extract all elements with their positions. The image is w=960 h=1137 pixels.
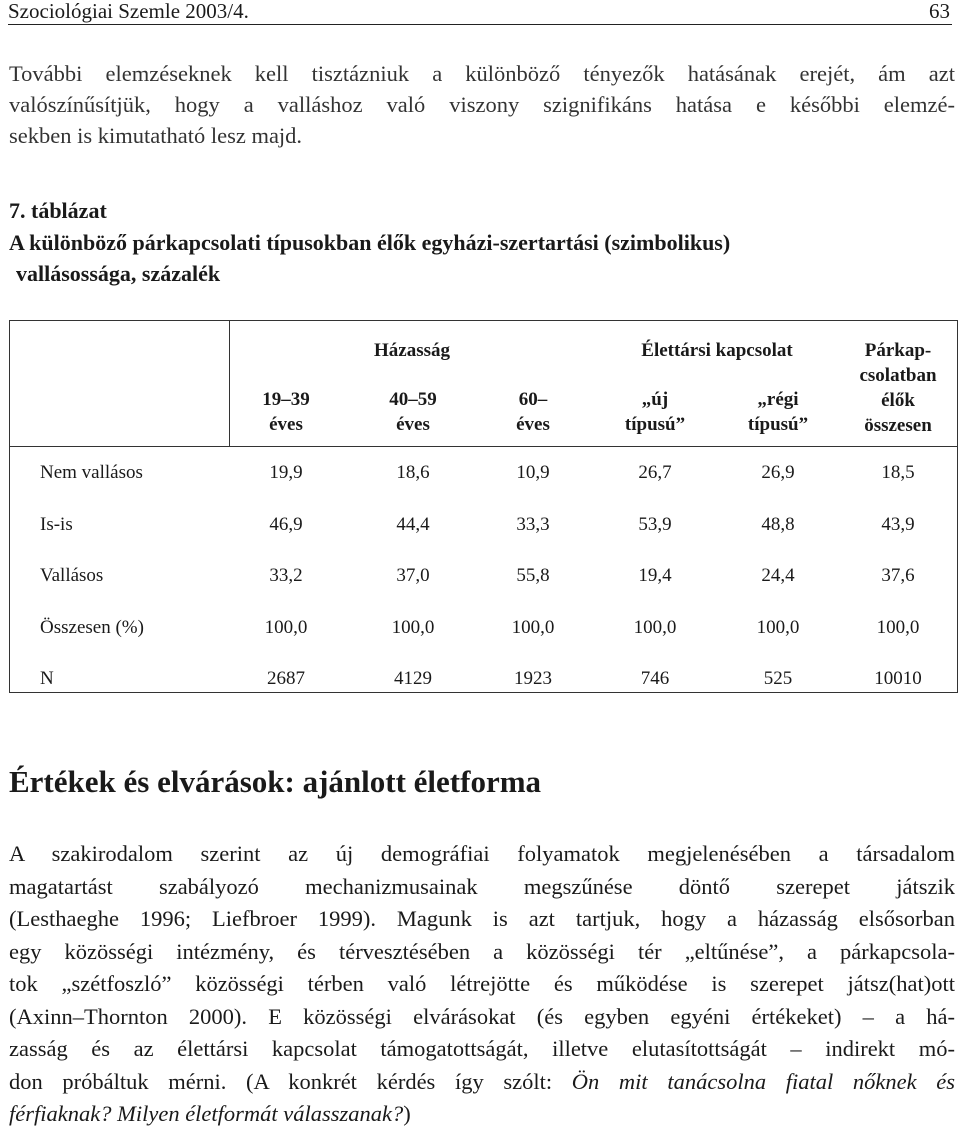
journal-title: Szociológiai Szemle 2003/4. (8, 0, 249, 23)
intro-line: További elemzéseknek kell tisztázniuk a különböző tényezők hatásának erejét, ám azt (9, 61, 955, 86)
table-cell: 1923 (514, 668, 552, 689)
body-line: don próbáltuk mérni. (A konkrét kérdés így szólt: Ön mit tanácsolna fiatal nőknek és (9, 1068, 956, 1094)
table-cell: 37,6 (881, 565, 915, 586)
row-label: Összesen (%) (40, 616, 144, 638)
table-cell: 26,7 (638, 462, 672, 483)
table-cell: 33,3 (516, 513, 550, 535)
body-line: tok „szétfoszló” közösségi térben való létrejötte és működése is szerepet játsz(hat)ott (9, 971, 955, 996)
table-cell: 100,0 (876, 616, 920, 638)
intro-line: sekben is kimutatható lesz majd. (9, 123, 303, 148)
body-line: zasság és az élettársi kapcsolat támogatottságát, illetve elutasítottságát – indirekt mó- (9, 1036, 955, 1061)
body-line: egy közösségi intézmény, és térvesztésében a közösségi tér „eltűnése”, a párkapcsola- (9, 938, 955, 964)
body-line: (Lesthaeghe 1996; Liefbroer 1999). Magunk is azt tartjuk, hogy a házasság elsősorban (9, 906, 955, 931)
page-number: 63 (929, 0, 950, 23)
row-label: N (40, 668, 54, 689)
table-cell: 18,5 (881, 462, 915, 483)
table-cell: 44,4 (396, 513, 430, 535)
col-header-uj-tipusu: „új típusú” (624, 389, 686, 435)
body-paragraph (9, 838, 955, 1131)
table-cell: 43,9 (881, 513, 915, 535)
body-line: férfiaknak? Milyen életformát válasszanak?) (9, 1101, 411, 1126)
table-cell: 525 (763, 668, 793, 689)
body-line: A szakirodalom szerint az új demográfiai folyamatok megjelenésében a társadalom (9, 841, 955, 866)
row-label: Vallásos (40, 565, 104, 586)
table-cell: 55,8 (516, 565, 550, 586)
table-cell: 4129 (394, 668, 432, 689)
running-header (8, 0, 952, 25)
table-cell: 18,6 (396, 462, 430, 483)
section-heading: Értékek és elvárások: ajánlott életforma (9, 764, 542, 799)
intro-line: valószínűsítjük, hogy a valláshoz való viszony szignifikáns hatása e későbbi elemzé- (9, 92, 955, 117)
table-title (9, 227, 949, 289)
table-cell: 100,0 (756, 616, 800, 638)
table-number: 7. táblázat (9, 198, 107, 223)
col-header-regi-tipusu: „régi típusú” (747, 389, 809, 435)
table-cell: 10,9 (516, 462, 550, 483)
table-cell: 48,8 (761, 513, 795, 535)
row-label: Nem vallásos (40, 462, 143, 483)
table-cell: 26,9 (761, 462, 795, 483)
col-header-19-39: 19–39 éves (262, 389, 310, 435)
data-table (9, 320, 958, 693)
table-cell: 46,9 (269, 513, 303, 535)
body-line: magatartást szabályozó mechanizmusainak megszűnése döntő szerepet játszik (9, 873, 955, 899)
table-cell: 37,0 (396, 565, 430, 586)
stub-divider (229, 321, 230, 446)
col-header-osszesen: Párkap- csolatban élők összesen (859, 340, 937, 436)
table-cell: 53,9 (638, 513, 672, 535)
table-cell: 100,0 (264, 616, 308, 638)
table-cell: 100,0 (633, 616, 677, 638)
table-cell: 24,4 (761, 565, 795, 586)
row-label: Is-is (40, 513, 73, 535)
col-header-60: 60– éves (516, 389, 550, 435)
group-header-elettarsi: Élettársi kapcsolat (641, 340, 793, 361)
body-line: (Axinn–Thornton 2000). E közösségi elvárásokat (és egyben egyéni értékeket) – a há- (9, 1003, 955, 1029)
table-cell: 100,0 (391, 616, 435, 638)
question-italic: Ön mit tanácsolna fiatal nőknek és (571, 1068, 956, 1094)
table-cell: 19,9 (269, 462, 303, 483)
table-cell: 746 (640, 668, 670, 689)
table-cell: 100,0 (511, 616, 555, 638)
table-title-line: vallásossága, százalék (16, 261, 221, 286)
table-cell: 33,2 (269, 565, 303, 586)
table-cell: 19,4 (638, 565, 672, 586)
table-cell: 2687 (267, 668, 305, 689)
intro-paragraph (9, 58, 955, 151)
question-italic: férfiaknak? Milyen életformát válasszanak? (9, 1101, 404, 1126)
col-header-40-59: 40–59 éves (389, 389, 437, 435)
table-title-line: A különböző párkapcsolati típusokban élők egyházi-szertartási (szimbolikus) (9, 230, 731, 255)
header-divider (10, 446, 957, 447)
group-header-hazassag: Házasság (374, 340, 450, 361)
table-cell: 10010 (874, 668, 922, 689)
